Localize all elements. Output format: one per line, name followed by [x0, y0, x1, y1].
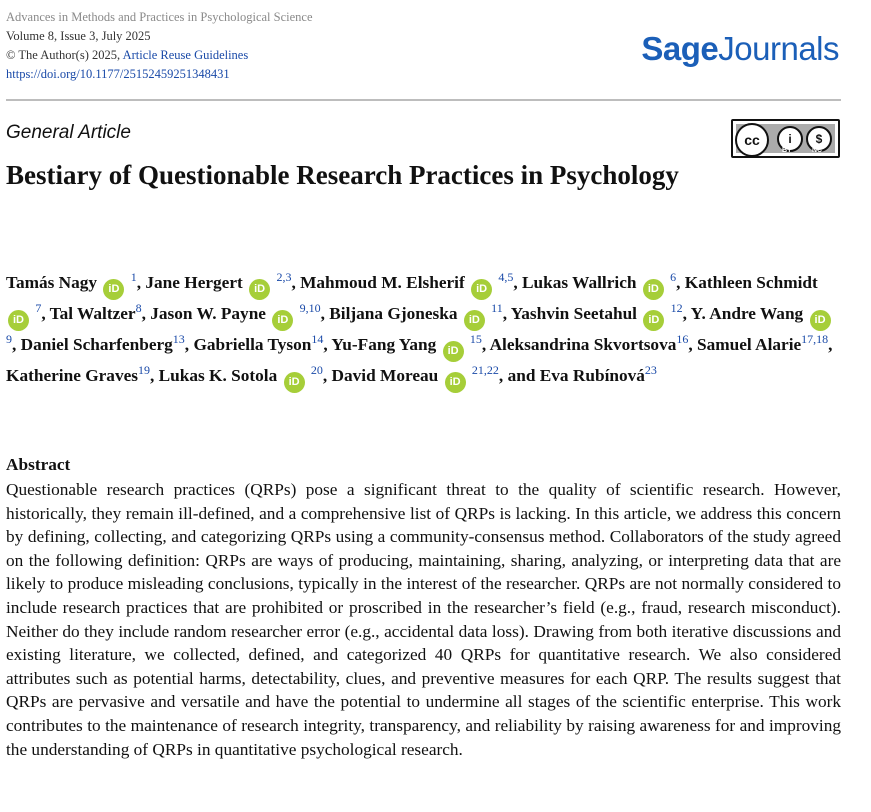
author-list: Tamás Nagy iD $^1$, Jane Hergert iD $^{2,3}$, Mahmoud M. Elsherif iD $^{4,5}$, Lukas Wallrich iD $^6$, Kathleen Schmidt iD $^7$, Tal Waltzer$^8$, Jason W. Payne iD $^{9,10}$, Biljana Gjoneska iD $^{11}$, Yashvin Seetahul iD $^{12}$, Y. Andre Wang iD $^9$, Daniel Scharfenberg$^{13}$, Gabriella Tyson$^{14}$, Yu-Fang Yang iD $^{15}$, Aleksandrina Skvortsova$^{16}$, Samuel Alarie$^{17,18}$, Katherine Graves$^{19}$, Lukas K. Sotola iD $^{20}$, David Moreau iD $^{21,22}$, and Eva Rubínová$^{23}$ [6, 269, 841, 393]
article-type: General Article [6, 122, 131, 143]
affiliation-marker[interactable]: 11 [491, 301, 503, 315]
orcid-icon[interactable]: iD [643, 310, 664, 331]
affiliation-marker[interactable]: 21,22 [471, 363, 499, 377]
affiliation-marker[interactable]: 19 [137, 363, 150, 377]
license-nc-label: NC [812, 147, 823, 154]
orcid-icon[interactable]: iD [103, 279, 124, 300]
author-name[interactable]: Samuel Alarie [697, 335, 802, 354]
license-by-label: BY [782, 147, 792, 154]
header-divider [6, 99, 841, 101]
affiliation-marker[interactable]: 9 [6, 332, 12, 346]
orcid-icon[interactable]: iD [643, 279, 664, 300]
author-name[interactable]: Daniel Scharfenberg [20, 335, 173, 354]
affiliation-marker[interactable]: 6 [670, 270, 677, 284]
author-name[interactable]: Aleksandrina Skvortsova [489, 335, 677, 354]
orcid-icon[interactable]: iD [443, 341, 464, 362]
author-name[interactable]: Lukas Wallrich [522, 273, 637, 292]
author-name[interactable]: Kathleen Schmidt [684, 273, 818, 292]
affiliation-marker[interactable]: 15 [469, 332, 482, 346]
article-title: Bestiary of Questionable Research Practices in Psychology [6, 160, 679, 190]
article-meta [6, 8, 313, 84]
affiliation-marker[interactable]: 8 [135, 301, 142, 315]
author-name[interactable]: Lukas K. Sotola [158, 366, 278, 385]
abstract-heading: Abstract [6, 455, 71, 474]
affiliation-marker[interactable]: 23 [644, 363, 657, 377]
sage-journals-logo[interactable] [641, 30, 839, 68]
affiliation-marker[interactable]: 14 [311, 332, 324, 346]
affiliation-marker[interactable]: 16 [676, 332, 689, 346]
orcid-icon[interactable]: iD [8, 310, 29, 331]
cc-icon: cc [735, 123, 769, 157]
author-name[interactable]: Katherine Graves [6, 366, 138, 385]
affiliation-marker[interactable]: 13 [172, 332, 185, 346]
author-name[interactable]: David Moreau [331, 366, 439, 385]
author-name[interactable]: Jason W. Payne [150, 304, 266, 323]
reuse-guidelines-link[interactable]: Article Reuse Guidelines [122, 48, 249, 62]
copyright-line [6, 46, 313, 65]
volume-issue: Volume 8, Issue 3, July 2025 [6, 29, 151, 43]
affiliation-marker[interactable]: 12 [670, 301, 683, 315]
affiliation-marker[interactable]: 4,5 [498, 270, 514, 284]
orcid-icon[interactable]: iD [810, 310, 831, 331]
orcid-icon[interactable]: iD [272, 310, 293, 331]
affiliation-marker[interactable]: 2,3 [276, 270, 292, 284]
copyright-text: © The Author(s) 2025, [6, 48, 121, 62]
affiliation-marker[interactable]: 20 [310, 363, 323, 377]
brand-sage: Sage [641, 30, 719, 67]
license-badge-background [736, 124, 835, 153]
orcid-icon[interactable]: iD [464, 310, 485, 331]
author-name[interactable]: Mahmoud M. Elsherif [300, 273, 465, 292]
brand-journals: Journals [718, 30, 839, 67]
orcid-icon[interactable]: iD [471, 279, 492, 300]
journal-name: Advances in Methods and Practices in Psychological Science [6, 10, 313, 24]
author-name[interactable]: Tamás Nagy [6, 273, 98, 292]
orcid-icon[interactable]: iD [249, 279, 270, 300]
author-name[interactable]: Yashvin Seetahul [510, 304, 637, 323]
cc-by-nc-icon[interactable] [731, 119, 840, 158]
author-name[interactable]: Tal Waltzer [49, 304, 136, 323]
doi-link[interactable]: https://doi.org/10.1177/25152459251348431 [6, 67, 230, 81]
orcid-icon[interactable]: iD [284, 372, 305, 393]
author-name[interactable]: Gabriella Tyson [193, 335, 312, 354]
author-name[interactable]: Eva Rubínová [539, 366, 645, 385]
noncommercial-icon: $ [806, 126, 832, 152]
attribution-icon: i [777, 126, 803, 152]
author-name[interactable]: Y. Andre Wang [690, 304, 804, 323]
orcid-icon[interactable]: iD [445, 372, 466, 393]
author-name[interactable]: Jane Hergert [145, 273, 243, 292]
author-name[interactable]: Biljana Gjoneska [329, 304, 458, 323]
affiliation-marker[interactable]: 9,10 [299, 301, 321, 315]
affiliation-marker[interactable]: 7 [35, 301, 42, 315]
author-name[interactable]: Yu-Fang Yang [331, 335, 437, 354]
affiliation-marker[interactable]: 17,18 [801, 332, 829, 346]
affiliation-marker[interactable]: 1 [130, 270, 137, 284]
abstract-text: Questionable research practices (QRPs) pose a significant threat to the quality of scientific research. However, historically, they remain ill-defined, and a comprehensive list of QRPs is lacking. In this article, we address this concern by defining, collecting, and categorizing QRPs using a community-consensus method. Collaborators of the study agreed on the following definition: QRPs are ways of producing, maintaining, sharing, analyzing, or interpreting data that are likely to produce misleading conclusions, typically in the interest of the researcher. QRPs are not normally considered to include research practices that are prohibited or proscribed in the researcher’s field (e.g., fraud, research misconduct). Neither do they include random researcher error (e.g., accidental data loss). Drawing from both iterative discussions and existing literature, we collected, defined, and categorized 40 QRPs for quantitative research. We also considered attributes such as potential harms, detectability, clues, and preventive measures for each QRP. The results suggest that QRPs are pervasive and versatile and have the potential to undermine all stages of the scientific enterprise. This work contributes to the maintenance of research integrity, transparency, and reliability by raising awareness for and improving the understanding of QRPs in quantitative psychological research. [6, 480, 841, 759]
